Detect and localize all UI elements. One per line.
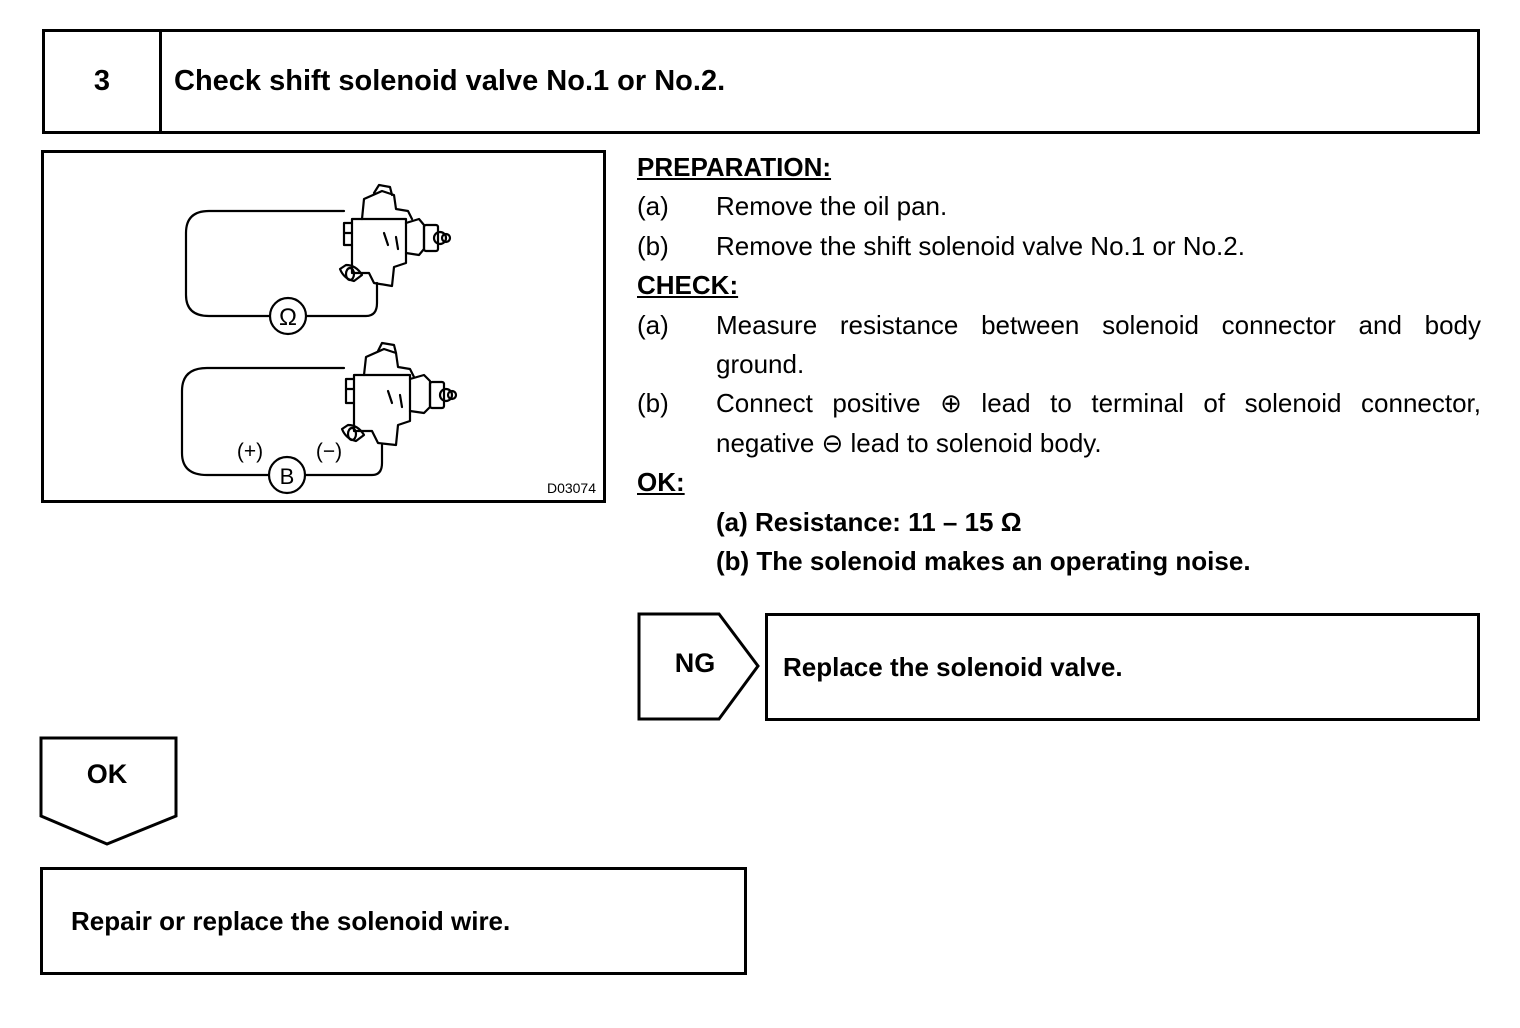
list-item <box>637 306 1481 385</box>
item-label: (a) <box>637 191 669 222</box>
item-text: Measure resistance between solenoid connector and body ground. <box>716 309 1481 380</box>
ng-result-box <box>765 613 1480 721</box>
item-text: Connect positive ⊕ lead to terminal of solenoid connector, negative ⊖ lead to solenoid body. <box>716 388 1481 458</box>
figure-code: D03074 <box>546 480 596 496</box>
step-number: 3 <box>45 32 162 131</box>
minus-label: (−) <box>315 440 343 463</box>
solenoid-figure <box>41 150 606 503</box>
procedure-text <box>637 148 1481 581</box>
plus-label: (+) <box>236 440 264 463</box>
ok-result-text: Repair or replace the solenoid wire. <box>71 905 511 936</box>
ok-spec-line: (a) Resistance: 11 – 15 Ω <box>716 506 1022 537</box>
ok-spec-line: (b) The solenoid makes an operating noise. <box>716 546 1251 577</box>
ohmmeter-wire <box>186 211 344 316</box>
ok-spec-heading: OK: <box>637 467 685 498</box>
item-text: Remove the oil pan. <box>716 191 948 222</box>
step-header <box>42 29 1480 134</box>
solenoid-diagram <box>44 153 603 500</box>
item-label: (b) <box>637 230 669 261</box>
list-item <box>637 384 1481 463</box>
ng-result-text: Replace the solenoid valve. <box>783 651 1123 682</box>
ohmmeter-wire-return <box>307 283 377 316</box>
item-label: (b) <box>637 388 669 419</box>
list-item <box>637 227 1481 266</box>
preparation-heading: PREPARATION: <box>637 152 832 182</box>
solenoid-bottom-icon <box>342 343 456 445</box>
ng-label: NG <box>674 648 716 678</box>
list-item <box>637 187 1481 226</box>
step-title: Check shift solenoid valve No.1 or No.2. <box>174 65 726 97</box>
item-text: Remove the shift solenoid valve No.1 or No.2. <box>716 230 1245 261</box>
solenoid-top-icon <box>340 185 450 286</box>
check-heading: CHECK: <box>637 270 739 301</box>
item-label: (a) <box>637 309 669 340</box>
battery-symbol: B <box>279 464 295 489</box>
ohm-symbol: Ω <box>279 304 297 331</box>
ok-arrow-icon <box>39 736 179 848</box>
ok-result-box <box>40 867 747 975</box>
ok-label: OK <box>86 759 128 789</box>
